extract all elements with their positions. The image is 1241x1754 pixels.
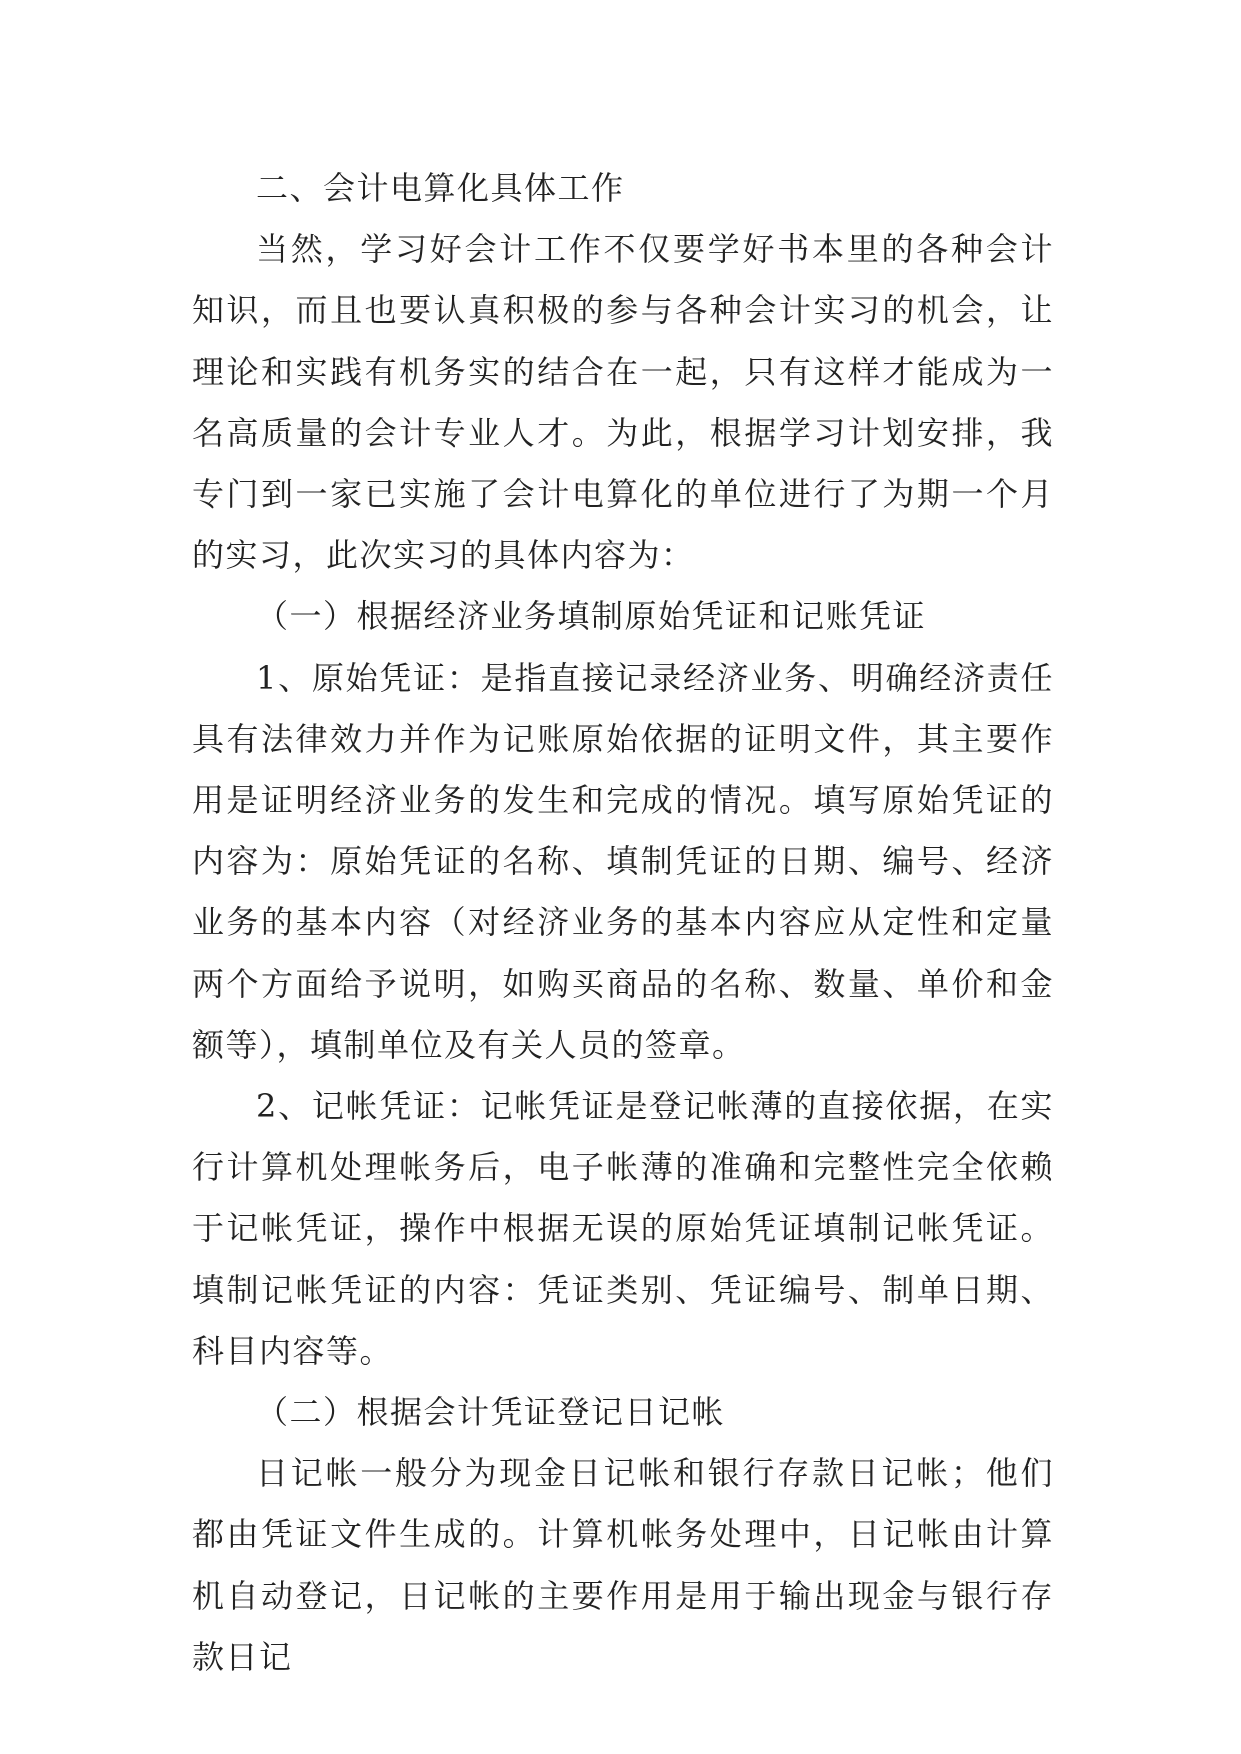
paragraph-original-voucher: 1、原始凭证：是指直接记录经济业务、明确经济责任具有法律效力并作为记账原始依据的证明文件，其主要作用是证明经济业务的发生和完成的情况。填写原始凭证的内容为：原始凭证的名称、填制凭证的日期、编号、经济业务的基本内容（对经济业务的基本内容应从定性和定量两个方面给予说明，如购买商品的名称、数量、单价和金额等），填制单位及有关人员的签章。	[192, 658, 1054, 1064]
subsection-heading-2: （二）根据会计凭证登记日记帐	[256, 1393, 726, 1432]
section-heading: 二、会计电算化具体工作	[256, 169, 625, 207]
subsection-heading-1: （一）根据经济业务填制原始凭证和记账凭证	[256, 597, 927, 636]
paragraph-intro: 当然，学习好会计工作不仅要学好书本里的各种会计知识，而且也要认真积极的参与各种会计实习的机会，让理论和实践有机务实的结合在一起，只有这样才能成为一名高质量的会计专业人才。为此，根据学习计划安排，我专门到一家已实施了会计电算化的单位进行了为期一个月的实习，此次实习的具体内容为：	[192, 230, 1054, 575]
paragraph-accounting-voucher: 2、记帐凭证：记帐凭证是登记帐薄的直接依据，在实行计算机处理帐务后，电子帐薄的准确和完整性完全依赖于记帐凭证，操作中根据无误的原始凭证填制记帐凭证。填制记帐凭证的内容：凭证类别、凭证编号、制单日期、科目内容等。	[192, 1087, 1054, 1370]
paragraph-journal: 日记帐一般分为现金日记帐和银行存款日记帐；他们都由凭证文件生成的。计算机帐务处理中，日记帐由计算机自动登记，日记帐的主要作用是用于输出现金与银行存款日记	[192, 1454, 1054, 1676]
document-body	[192, 158, 1054, 1688]
